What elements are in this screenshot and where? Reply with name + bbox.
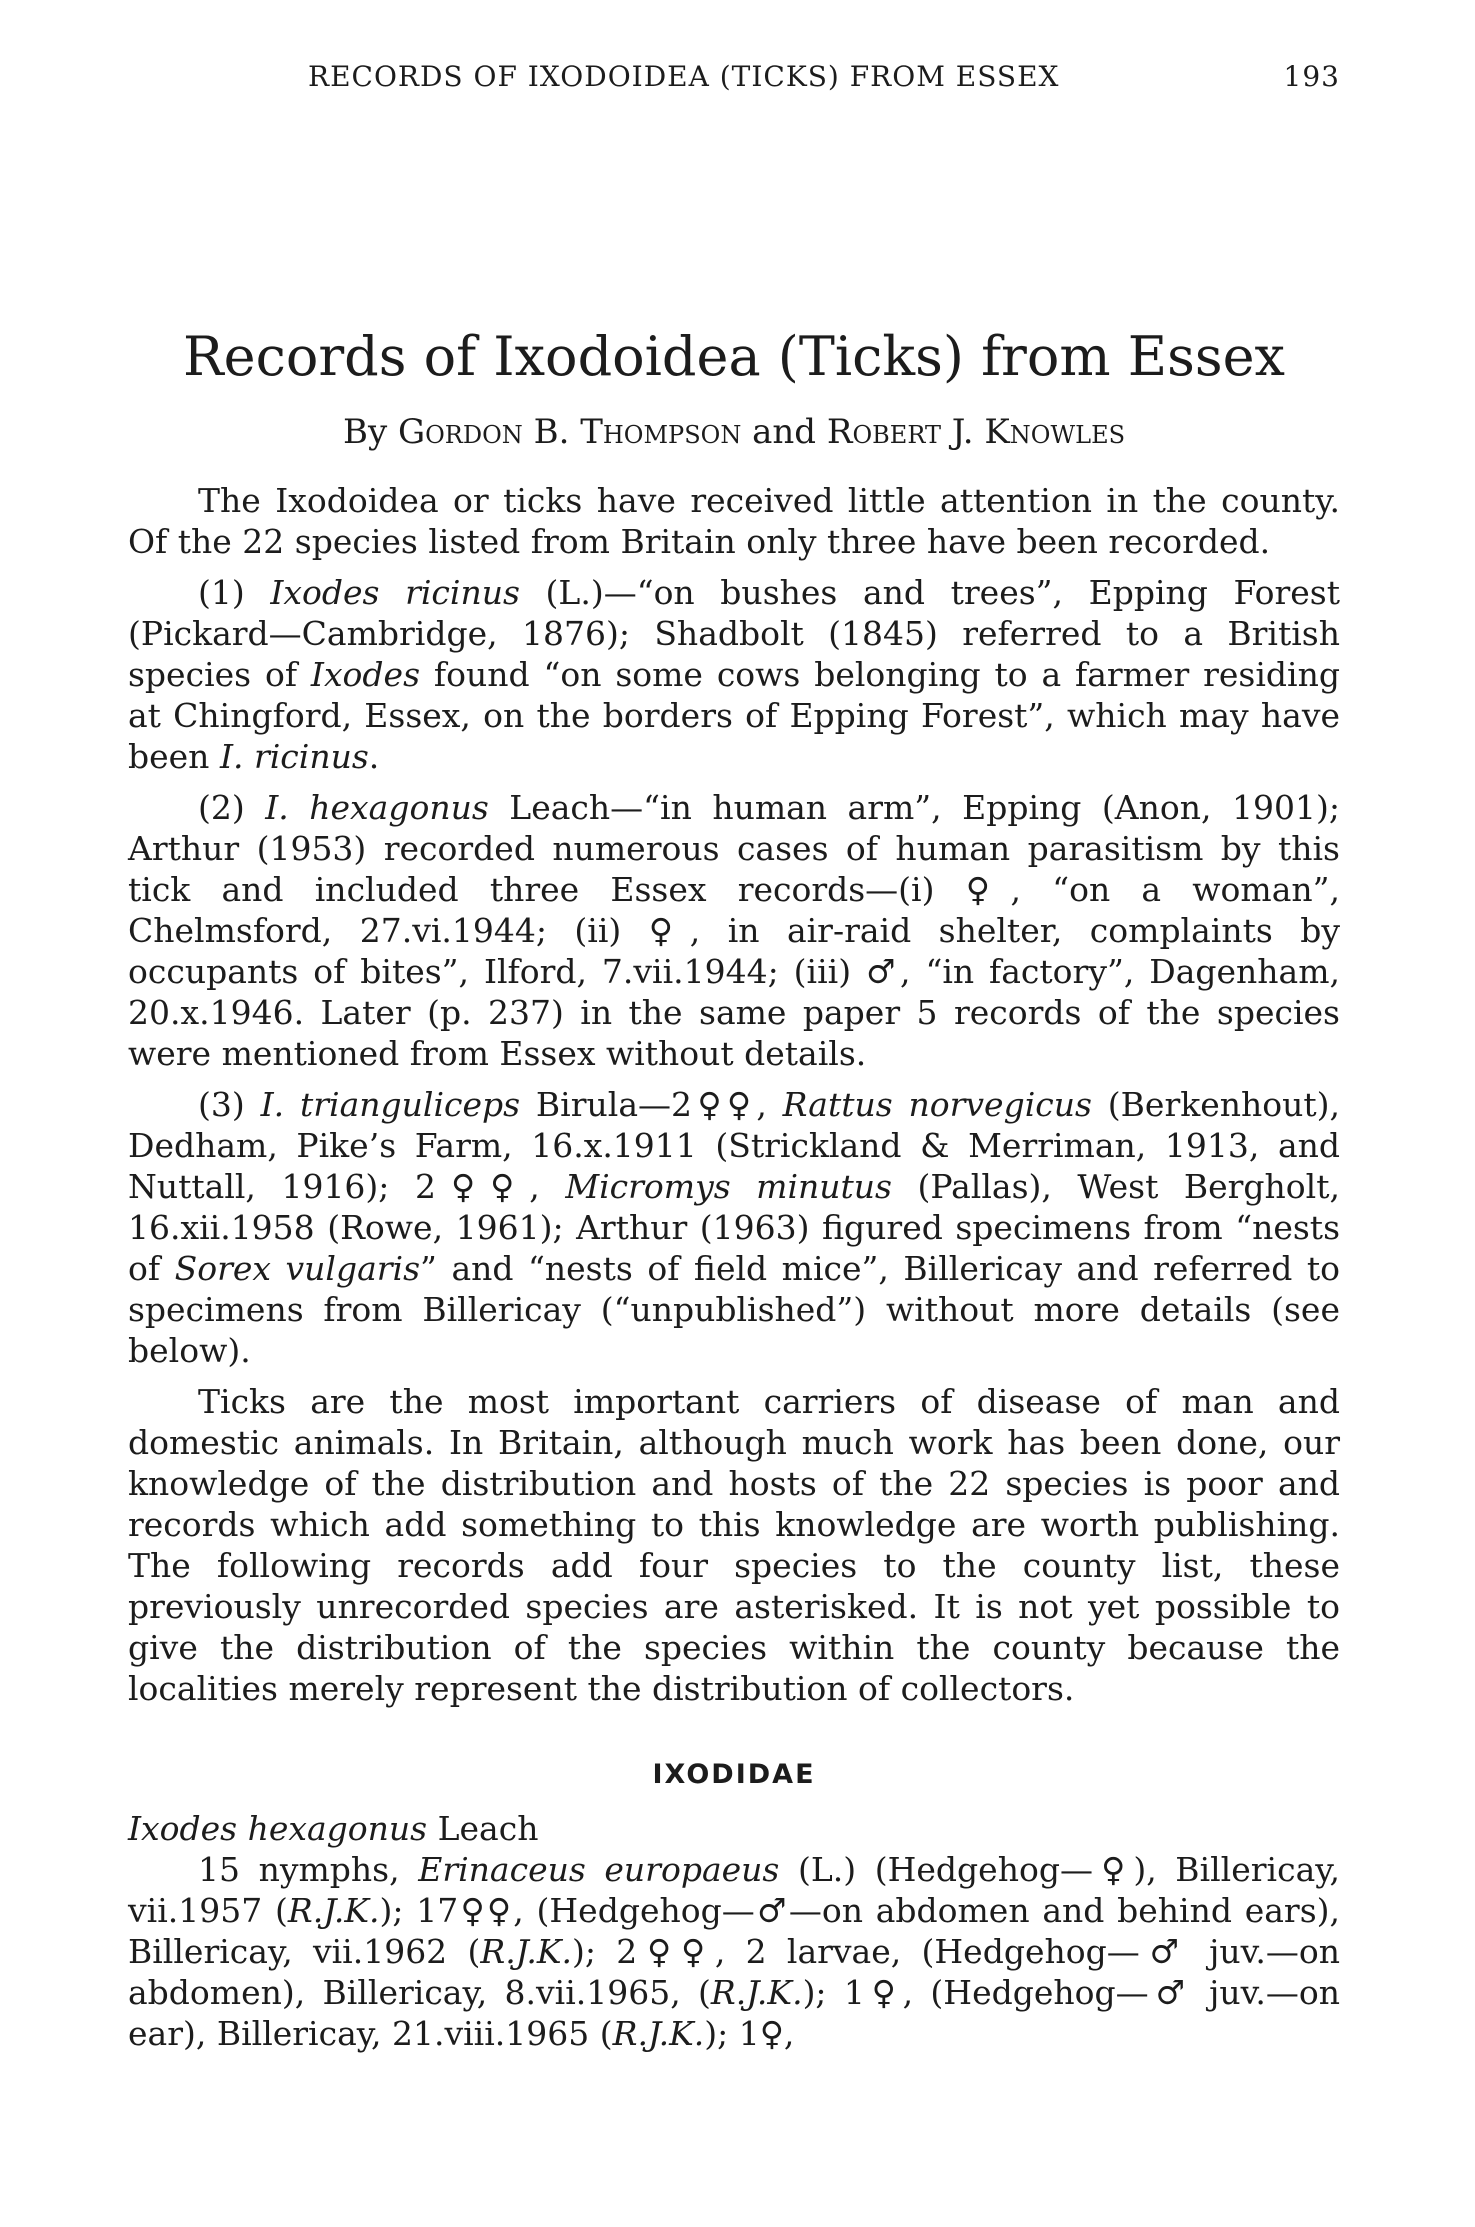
record-2-paragraph (128, 787, 1340, 1074)
collector-initials: R.J.K. (710, 1973, 803, 2012)
byline-prefix: By (342, 412, 388, 452)
byline (128, 410, 1340, 454)
text-run: (Berkenhout), Dedham, Pike’s Farm, 16.x.1911 (Strickland & Merriman, 1913, and Nuttall, 1916); 2♀♀, (128, 1085, 1341, 1206)
species-heading-name: Ixodes hexagonus (128, 1809, 428, 1848)
text-run: (Pallas), West Bergholt, 16.xii.1958 (Rowe, 1961); Arthur (1963) figured specimens from “nests of (128, 1167, 1340, 1288)
species-name: I. trianguliceps (260, 1085, 521, 1124)
intro-paragraph-5: Ticks are the most important carriers of disease of man and domestic animals. In Britain, although much work has been done, our knowledge of the distribution and hosts of the 22 species is poor and records which add something to this knowledge are worth publishing. The following records add four species to the county list, these previously unrecorded species are asterisked. It is not yet possible to give the distribution of the species within the county because the localities merely represent the distribution of collectors. (128, 1382, 1340, 1708)
text-run: ); 1♀, (Hedgehog—♂ juv.—on ear), Billericay, 21.viii.1965 ( (128, 1973, 1340, 2053)
species-name: Ixodes ricinus (270, 573, 520, 612)
running-head (128, 60, 1340, 108)
record-number: (2) (198, 788, 266, 827)
running-head-title: RECORDS OF IXODOIDEA (TICKS) FROM ESSEX (308, 60, 1060, 93)
host-name: Micromys minutus (565, 1167, 892, 1206)
text-run: (L.)—“on bushes and trees”, Epping Forest (Pickard—Cambridge, 1876); Shadbolt (1845) referred to a British species of (128, 573, 1341, 694)
record-number: (1) (198, 573, 271, 612)
section-heading: IXODIDAE (652, 1759, 816, 1790)
text-run: ); 1♀, (704, 2014, 795, 2053)
record-1-paragraph (128, 572, 1340, 777)
host-name: Sorex vulgaris (174, 1249, 421, 1288)
species-heading-author: Leach (427, 1809, 539, 1848)
author-1: Gordon B. Thompson (397, 412, 742, 452)
collector-initials: R.J.K. (480, 1932, 572, 1971)
collector-initials: R.J.K. (612, 2014, 705, 2053)
byline-and: and (752, 412, 817, 452)
text-run: . (368, 737, 380, 776)
text-run: ); 2♀♀, 2 larvae, (Hedgehog—♂ juv.—on abdomen), Billericay, 8.vii.1965, ( (128, 1932, 1340, 2012)
text-run: Birula—2♀♀, (520, 1085, 783, 1124)
author-2: Robert J. Knowles (826, 412, 1126, 452)
genus-name: Ixodes (310, 655, 421, 694)
species-records-paragraph (128, 1849, 1340, 2054)
text-run: ” and “nests of field mice”, Billericay and referred to specimens from Billericay (“unpublished”) without more details (see below). (128, 1249, 1340, 1370)
intro-paragraph-1: The Ixodoidea or ticks have received little attention in the county. Of the 22 species listed from Britain only three have been recorded. (128, 481, 1340, 561)
record-3-paragraph (128, 1084, 1340, 1371)
text-run: ); 17♀♀, (Hedgehog—♂—on abdomen and behind ears), Billericay, vii.1962 ( (128, 1891, 1340, 1971)
species-heading (128, 1808, 1340, 1849)
host-name: Rattus norvegicus (782, 1085, 1092, 1124)
text-run: 15 nymphs, (198, 1850, 419, 1889)
text-run: found “on some cows belonging to a farmer residing at Chingford, Essex, on the borders of Epping Forest”, which may have been (128, 655, 1340, 776)
species-name: I. hexagonus (265, 788, 489, 827)
page-number: 193 (1283, 60, 1340, 93)
species-name: I. ricinus (219, 737, 369, 776)
page (128, 60, 1340, 2054)
text-run: Leach—“in human arm”, Epping (Anon, 1901); Arthur (1953) recorded numerous cases of human parasitism by this tick and included three Essex records—(i) ♀, “on a woman”, Chelmsford, 27.vi.1944; (ii) ♀, in air-raid shelter, complaints by occupants of bites”, Ilford, 7.vii.1944; (iii) ♂, “in factory”, Dagenham, 20.x.1946. Later (p. 237) in the same paper 5 records of the species were mentioned from Essex without details. (128, 788, 1340, 1073)
record-number: (3) (198, 1085, 261, 1124)
host-name: Erinaceus europaeus (418, 1850, 780, 1889)
article-title: Records of Ixodoidea (Ticks) from Essex (182, 325, 1286, 388)
text-run: (L.) (Hedgehog—♀), Billericay, vii.1957 ( (128, 1850, 1340, 1930)
collector-initials: R.J.K. (287, 1891, 380, 1930)
